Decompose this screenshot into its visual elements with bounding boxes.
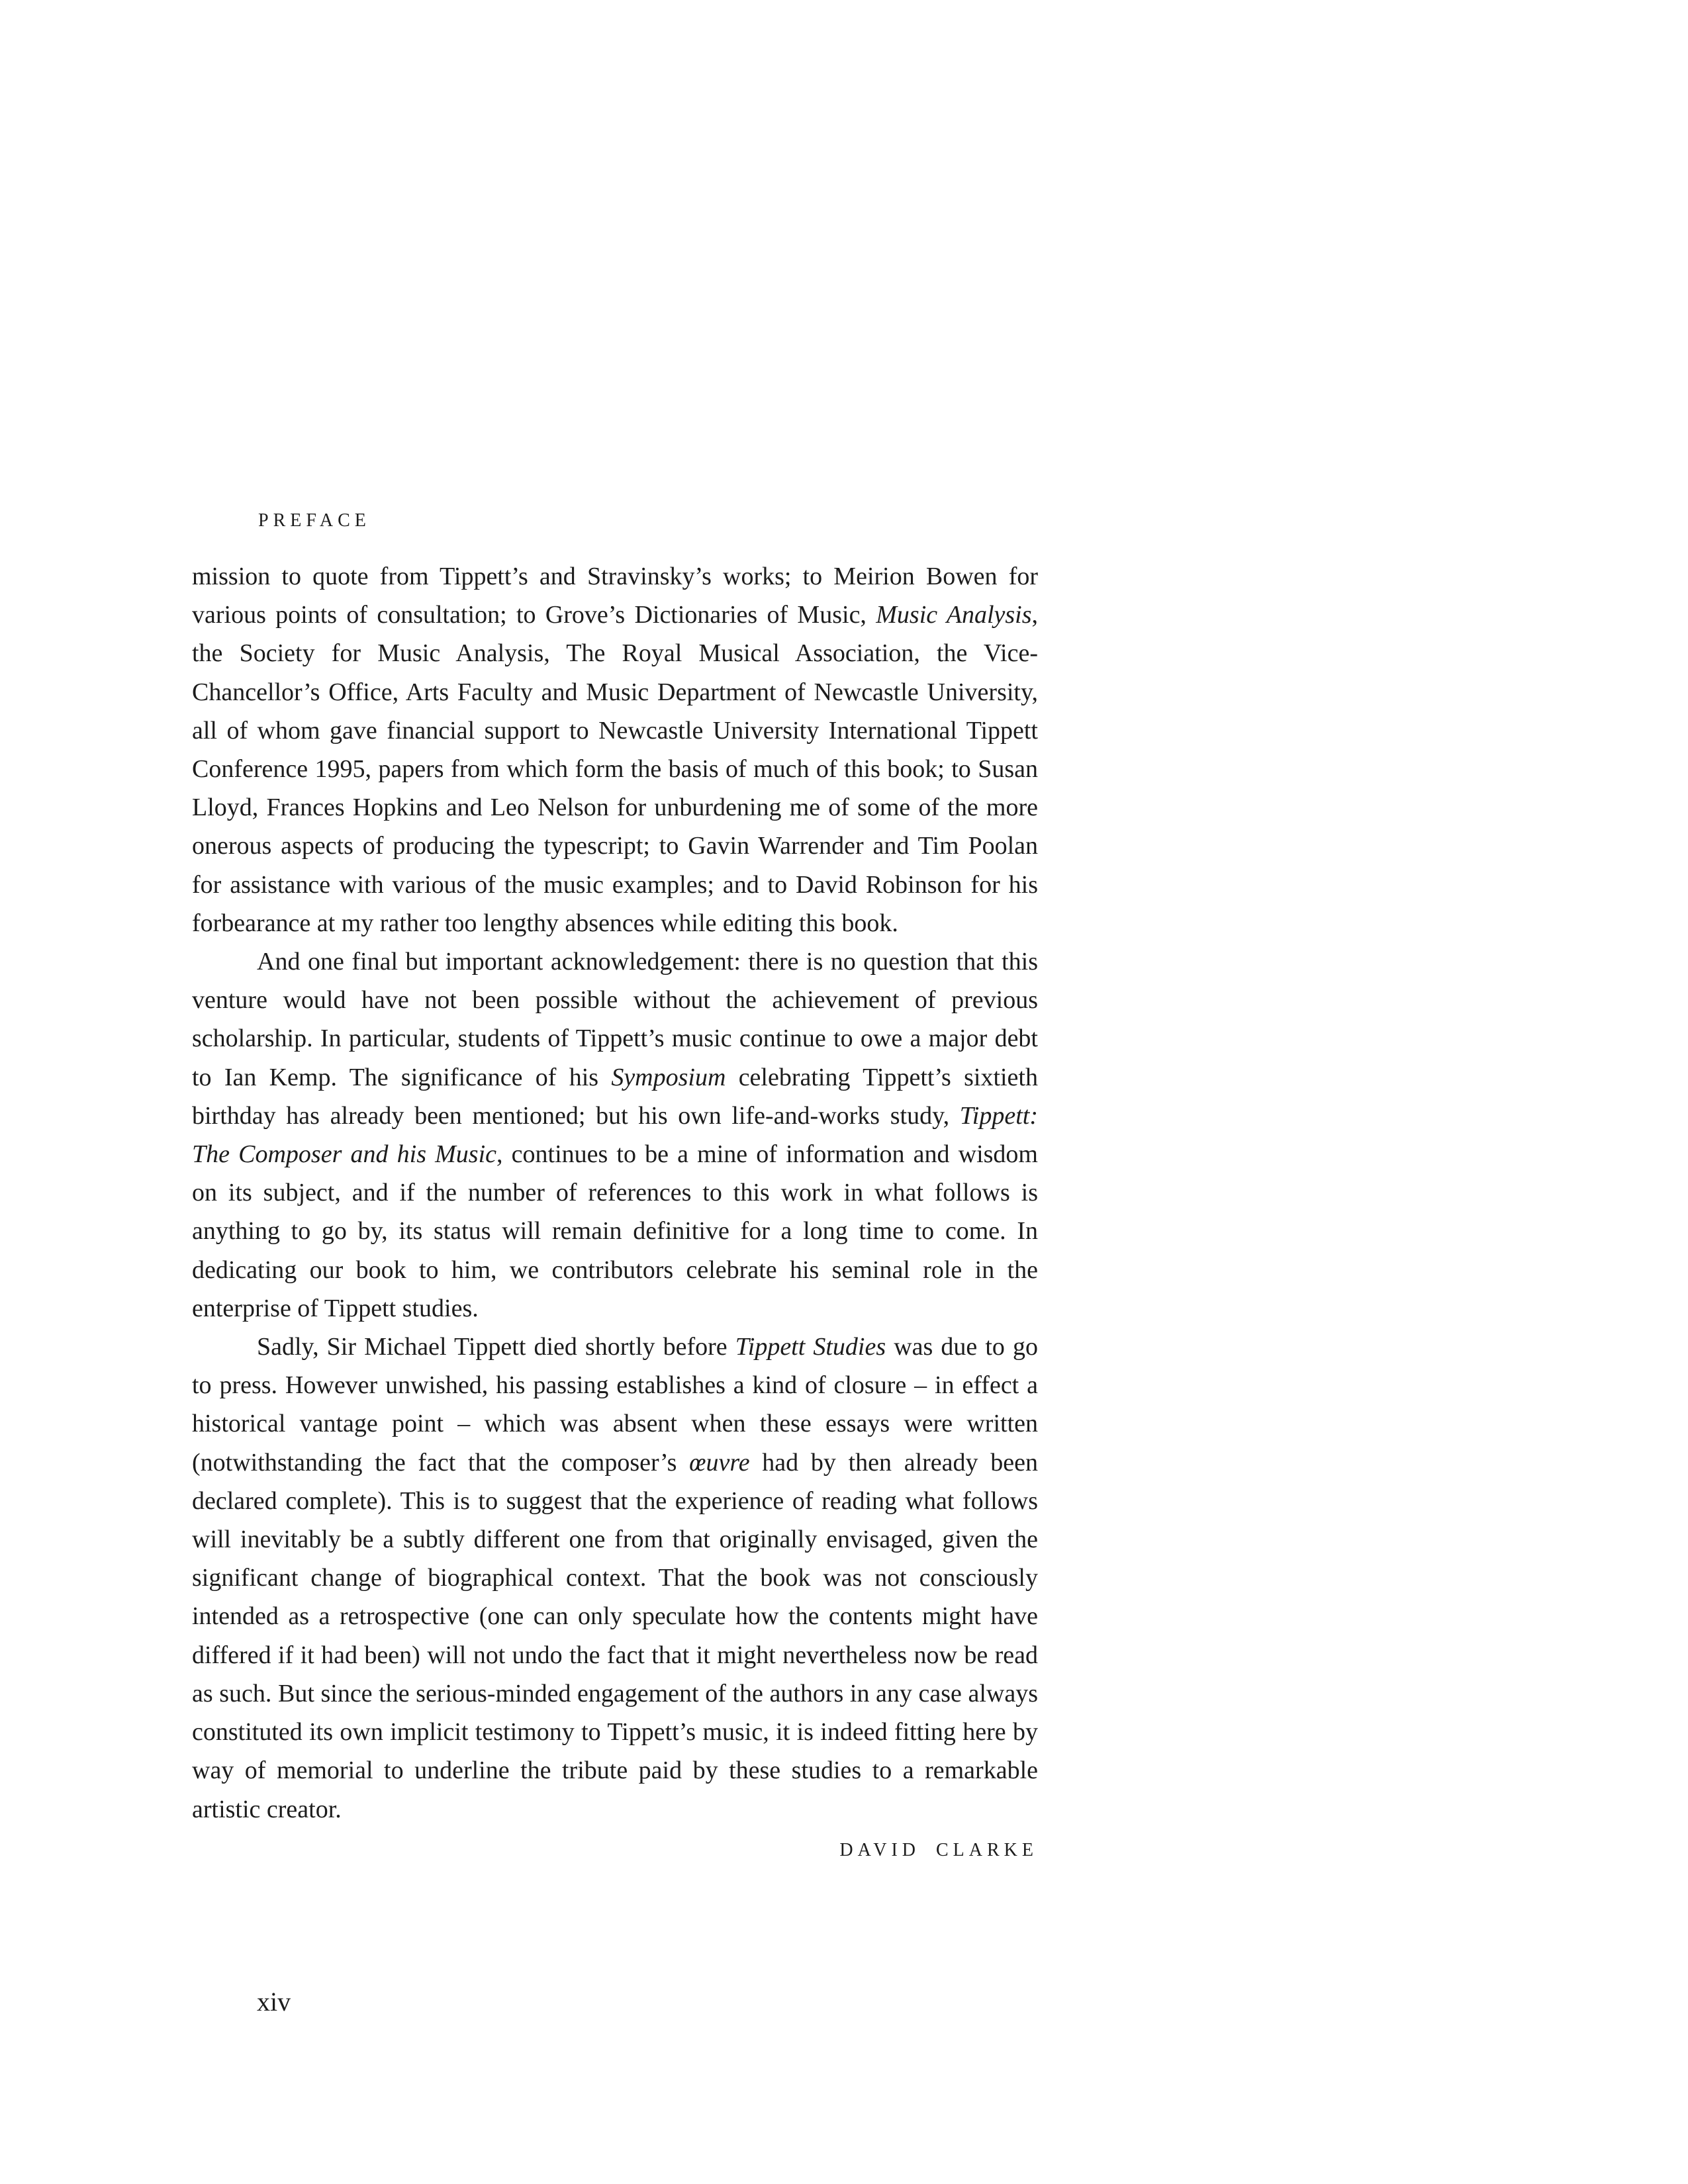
text-segment: mission to quote from Tippett’s and Stravinsky’s works; to Meirion Bowen for various points of consultation; to Grove’s Dictionaries of Music,	[192, 563, 1038, 629]
text-segment: And one final but important acknowledgement: there is no question that this venture would have not been possible without the achievement of previous scholarship. In particular, students of Tippett’s music continue to owe a major debt to Ian Kemp. The significance of his	[192, 948, 1038, 1091]
italic-text-segment: Symposium	[611, 1063, 726, 1091]
italic-text-segment: Tippett Studies	[735, 1333, 886, 1361]
italic-text-segment: Music Analysis	[876, 601, 1032, 629]
paragraph	[192, 942, 1038, 1328]
text-segment: , continues to be a mine of information and wisdom on its subject, and if the number of references to this work in what follows is anything to go by, its status will remain definitive for a long time to come. In dedicating our book to him, we contributors celebrate his seminal role in the enterprise of Tippett studies.	[192, 1140, 1038, 1322]
text-segment: celebrating Tippett’s sixtieth birthday has already been mentioned; but his own life-and-works study,	[192, 1063, 1038, 1130]
text-segment: , the Society for Music Analysis, The Royal Musical Association, the Vice-Chancellor’s Office, Arts Faculty and Music Department of Newcastle University, all of whom gave financial support to Newcastle University International Tippett Conference 1995, papers from which form the basis of much of this book; to Susan Lloyd, Frances Hopkins and Leo Nelson for unburdening me of some of the more onerous aspects of producing the typescript; to Gavin Warrender and Tim Poolan for assistance with various of the music examples; and to David Robinson for his forbearance at my rather too lengthy absences while editing this book.	[192, 601, 1039, 937]
text-segment: had by then already been declared complete). This is to suggest that the experience of reading what follows will inevitably be a subtly different one from that originally envisaged, given the significant change of biographical context. That the book was not consciously intended as a retrospective (one can only speculate how the contents might have differed if it had been) will not undo the fact that it might nevertheless now be read as such. But since the serious-minded engagement of the authors in any case always constituted its own implicit testimony to Tippett’s music, it is indeed fitting here by way of memorial to underline the tribute paid by these studies to a remarkable artistic creator.	[192, 1448, 1038, 1823]
italic-text-segment: Tippett: The Composer and his Music	[192, 1101, 1038, 1169]
author-signature: DAVID CLARKE	[839, 1839, 1038, 1860]
text-segment: was due to go to press. However unwished, his passing establishes a kind of closure – in effect a historical vantage point – which was absent when these essays were written (notwithstanding the fact that the composer’s	[192, 1333, 1038, 1477]
paragraph	[192, 1328, 1038, 1829]
italic-text-segment: œuvre	[689, 1448, 750, 1477]
body-paragraphs	[192, 557, 1038, 1829]
page-number: xiv	[257, 1987, 291, 2017]
running-head: PREFACE	[258, 510, 371, 531]
text-segment: Sadly, Sir Michael Tippett died shortly before	[257, 1333, 735, 1361]
paragraph	[192, 557, 1038, 942]
text-column	[192, 511, 1038, 1867]
